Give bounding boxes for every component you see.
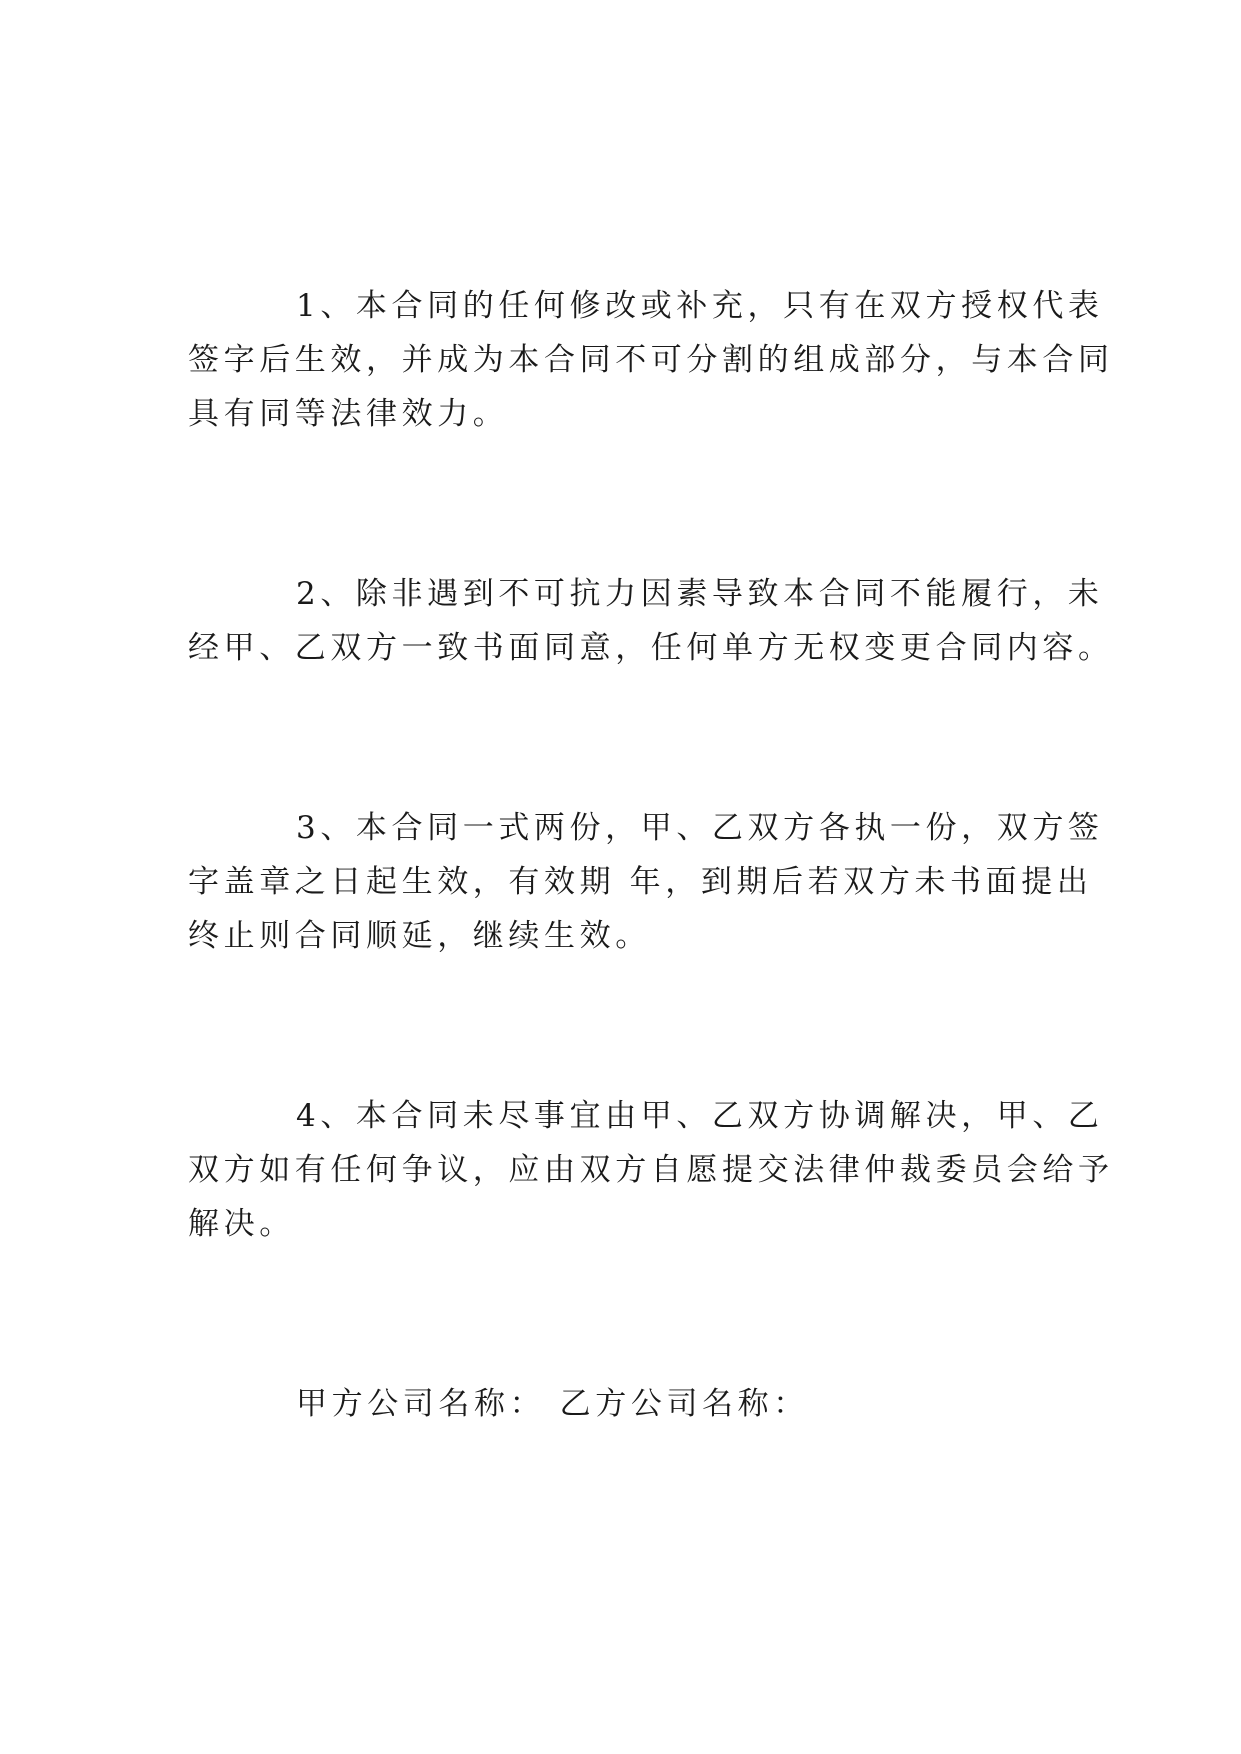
clause-text-line: 终止则合同顺延，继续生效。 [188,918,651,954]
clause-text-line: 字盖章之日起生效，有效期 年，到期后若双方未书面提出 [188,864,1093,900]
clause-text-line: 2、除非遇到不可抗力因素导致本合同不能履行，未 [296,576,1104,612]
clause-text-line: 4、本合同未尽事宜由甲、乙双方协调解决，甲、乙 [296,1098,1104,1134]
clause-text-line: 具有同等法律效力。 [188,396,509,432]
signature-line: 甲方公司名称： 乙方公司名称： [296,1386,809,1422]
clause-text-line: 签字后生效，并成为本合同不可分割的组成部分，与本合同 [188,342,1114,378]
clause-text-line: 解决。 [188,1206,295,1242]
clause-text-line: 1、本合同的任何修改或补充，只有在双方授权代表 [296,288,1104,324]
clause-text-line: 3、本合同一式两份，甲、乙双方各执一份，双方签 [296,810,1104,846]
clause-text-line: 双方如有任何争议，应由双方自愿提交法律仲裁委员会给予 [188,1152,1114,1188]
clause-text-line: 经甲、乙双方一致书面同意，任何单方无权变更合同内容。 [188,630,1114,666]
